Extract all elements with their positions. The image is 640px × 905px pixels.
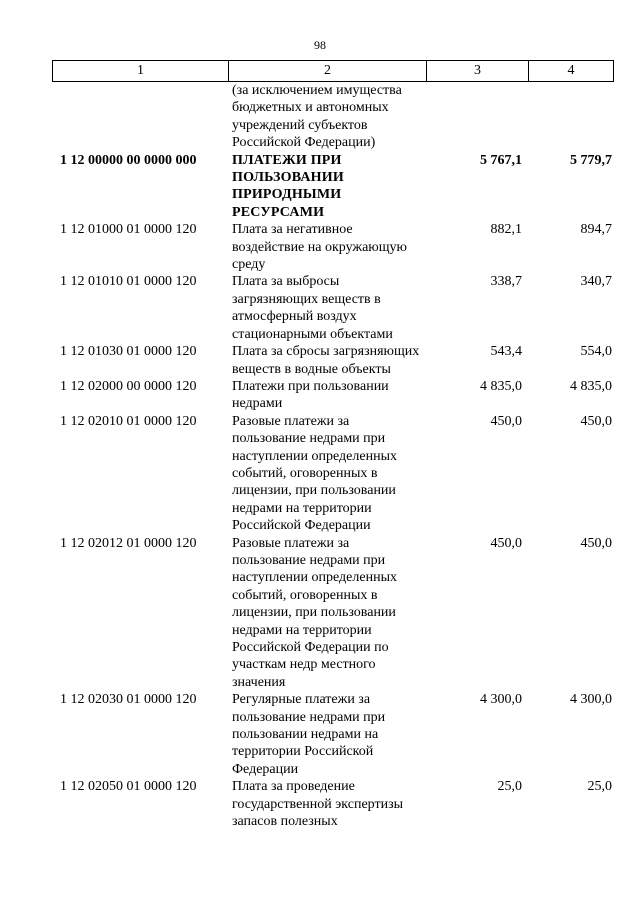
row-value-3 [426, 82, 528, 152]
row-name: Регулярные платежи за пользование недрами при пользовании недрами на территории Российской Федерации [232, 692, 386, 777]
row-value-4: 894,7 [580, 222, 612, 238]
row-code: 1 12 02012 01 0000 120 [60, 535, 197, 551]
row-code: 1 12 02050 01 0000 120 [60, 779, 197, 795]
table-row [52, 778, 614, 830]
header-col-3: 3 [426, 61, 528, 81]
table-header [52, 60, 614, 82]
row-name: Плата за проведение государственной экспертизы запасов полезных [232, 779, 404, 830]
table-row [52, 82, 614, 152]
row-value-3: 543,4 [490, 344, 522, 360]
row-value-4 [528, 82, 614, 152]
row-value-4: 5 779,7 [570, 152, 612, 168]
row-name: (за исключением имущества бюджетных и автономных учреждений субъектов Российской Федерации) [232, 83, 402, 151]
row-value-4: 340,7 [580, 274, 612, 290]
row-name: Плата за сбросы загрязняющих веществ в водные объекты [232, 344, 420, 377]
table-row [52, 535, 614, 692]
table-row [52, 152, 614, 222]
row-value-3: 4 300,0 [480, 692, 522, 708]
row-code [52, 82, 228, 152]
row-code: 1 12 00000 00 0000 000 [60, 152, 197, 168]
row-name: Разовые платежи за пользование недрами при наступлении определенных событий, оговоренных в лицензии, при пользовании недрами на территории Российской Федерации по участкам недр местного значения [232, 535, 397, 690]
header-col-2: 2 [228, 61, 426, 81]
row-code: 1 12 01010 01 0000 120 [60, 274, 197, 290]
row-code: 1 12 01000 01 0000 120 [60, 222, 197, 238]
header-col-1: 1 [52, 61, 228, 81]
page-number: 98 [314, 38, 326, 52]
table-row [52, 413, 614, 535]
row-code: 1 12 01030 01 0000 120 [60, 344, 197, 360]
table-row [52, 273, 614, 343]
row-code: 1 12 02030 01 0000 120 [60, 692, 197, 708]
row-name: Разовые платежи за пользование недрами при наступлении определенных событий, оговоренных в лицензии, при пользовании недрами на территории Российской Федерации [232, 413, 397, 534]
row-code: 1 12 02010 01 0000 120 [60, 413, 197, 429]
row-value-3: 882,1 [490, 222, 522, 238]
row-name: Платежи при пользовании недрами [232, 378, 389, 412]
row-name: Плата за выбросы загрязняющих веществ в атмосферный воздух стационарными объектами [232, 274, 393, 342]
row-name: ПЛАТЕЖИ ПРИ ПОЛЬЗОВАНИИ ПРИРОДНЫМИ РЕСУРСАМИ [232, 152, 344, 220]
row-value-3: 450,0 [490, 413, 522, 429]
row-value-3: 4 835,0 [480, 378, 522, 394]
row-code: 1 12 02000 00 0000 120 [60, 378, 197, 394]
row-value-4: 25,0 [587, 779, 612, 795]
table-row [52, 691, 614, 778]
table-row [52, 378, 614, 413]
row-value-3: 25,0 [497, 779, 522, 795]
row-value-4: 4 835,0 [570, 378, 612, 394]
row-value-4: 450,0 [580, 535, 612, 551]
header-col-4: 4 [528, 61, 614, 81]
row-value-3: 5 767,1 [480, 152, 522, 168]
budget-table [52, 60, 614, 830]
table-row [52, 221, 614, 273]
row-value-4: 554,0 [580, 344, 612, 360]
row-name: Плата за негативное воздействие на окружающую среду [232, 222, 407, 273]
table-row [52, 343, 614, 378]
row-value-4: 450,0 [580, 413, 612, 429]
row-value-3: 450,0 [490, 535, 522, 551]
row-value-4: 4 300,0 [570, 692, 612, 708]
row-value-3: 338,7 [490, 274, 522, 290]
